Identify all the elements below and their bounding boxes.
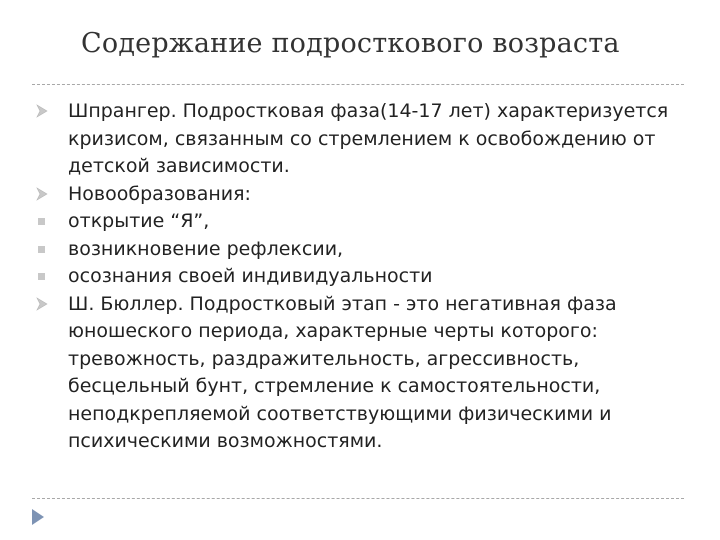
list-item [36, 208, 686, 236]
play-arrow-icon[interactable] [31, 508, 45, 526]
square-icon [36, 263, 56, 291]
page-title: Содержание подросткового возраста [81, 28, 620, 59]
footer-divider [32, 498, 684, 499]
arrow-icon [36, 181, 56, 209]
list-item-text: Шпрангер. Подростковая фаза(14-17 лет) характеризуется кризисом, связанным со стремлением к освобождению от детской зависимости. [68, 100, 669, 177]
list-item-text: осознания своей индивидуальности [68, 265, 433, 287]
list-item-text: возникновение рефлексии, [68, 237, 344, 260]
arrow-icon [36, 291, 56, 319]
square-icon [36, 208, 56, 236]
list-item-text: Ш. Бюллер. Подростковый этап - это негативная фаза юношеского периода, характерные черты которого: тревожность, раздражительность, агрессивность, бесцельный бунт, стремление к самостоятельности, неподкрепляемой соответствующими физическими и психическими возможностями. [68, 292, 617, 452]
list-item [36, 263, 686, 291]
title-divider [32, 84, 684, 85]
list-item-text: открытие “Я”, [68, 210, 210, 232]
square-icon [36, 236, 56, 264]
bullet-list [36, 98, 686, 456]
arrow-icon [36, 98, 56, 126]
list-item [36, 181, 686, 209]
list-item [36, 98, 686, 181]
list-item [36, 291, 686, 456]
list-item [36, 236, 686, 264]
list-item-text: Новообразования: [68, 182, 251, 205]
